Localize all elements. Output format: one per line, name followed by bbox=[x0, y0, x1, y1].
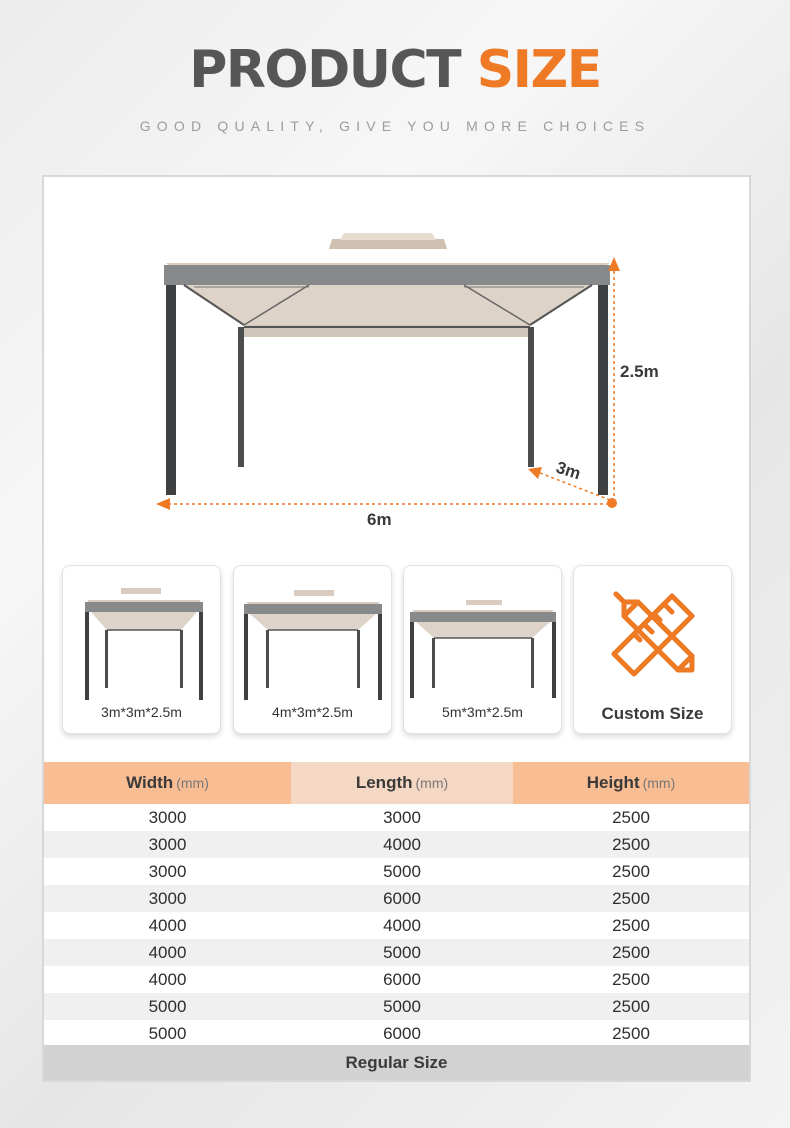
cell-length: 5000 bbox=[383, 996, 421, 1016]
title-size: SIZE bbox=[476, 40, 601, 100]
page-subtitle: GOOD QUALITY, GIVE YOU MORE CHOICES bbox=[139, 118, 651, 134]
size-option-label: 3m*3m*2.5m bbox=[101, 704, 182, 720]
cell-length: 6000 bbox=[383, 888, 421, 908]
cell-length: 5000 bbox=[383, 942, 421, 962]
cell-width: 3000 bbox=[148, 888, 187, 908]
cell-width: 5000 bbox=[148, 1023, 187, 1043]
cell-height: 2500 bbox=[612, 861, 650, 881]
table-row bbox=[44, 885, 749, 912]
table-row bbox=[44, 858, 749, 885]
header-width-label: Width bbox=[126, 773, 174, 792]
header-length-unit: (mm) bbox=[415, 775, 449, 791]
cell-height: 2500 bbox=[612, 834, 650, 854]
header-height-unit: (mm) bbox=[642, 775, 676, 791]
size-option-custom[interactable] bbox=[573, 565, 732, 734]
gazebo-5x3-image bbox=[404, 566, 563, 706]
table-row bbox=[44, 939, 749, 966]
size-option-label: 5m*3m*2.5m bbox=[442, 704, 523, 720]
cell-length: 6000 bbox=[383, 1023, 421, 1043]
ruler-pencil-icon bbox=[574, 566, 733, 706]
cell-width: 5000 bbox=[148, 996, 187, 1016]
table-row bbox=[44, 831, 749, 858]
table-row bbox=[44, 912, 749, 939]
custom-size-label: Custom Size bbox=[601, 704, 704, 723]
header-width bbox=[44, 762, 291, 804]
gazebo-3x3-image bbox=[63, 566, 222, 706]
product-size-card bbox=[42, 175, 751, 1082]
regular-size-footer: Regular Size bbox=[44, 1045, 749, 1080]
gazebo-illustration bbox=[44, 177, 749, 517]
cell-length: 3000 bbox=[383, 807, 421, 827]
cell-length: 4000 bbox=[383, 915, 421, 935]
table-header bbox=[44, 762, 749, 804]
cell-width: 3000 bbox=[148, 861, 187, 881]
cell-height: 2500 bbox=[612, 915, 650, 935]
cell-height: 2500 bbox=[612, 807, 650, 827]
page-title bbox=[0, 40, 790, 100]
title-product: PRODUCT bbox=[189, 40, 461, 100]
cell-height: 2500 bbox=[612, 888, 650, 908]
header-width-unit: (mm) bbox=[176, 775, 209, 791]
cell-height: 2500 bbox=[612, 996, 650, 1016]
table-row bbox=[44, 993, 749, 1020]
cell-width: 3000 bbox=[148, 807, 187, 827]
header-length bbox=[291, 762, 513, 804]
cell-width: 4000 bbox=[148, 915, 187, 935]
cell-width: 4000 bbox=[148, 969, 187, 989]
cell-width: 4000 bbox=[148, 942, 187, 962]
size-option-4x3[interactable] bbox=[233, 565, 392, 734]
cell-length: 4000 bbox=[383, 834, 421, 854]
cell-length: 6000 bbox=[383, 969, 421, 989]
width-dimension-label: 6m bbox=[367, 510, 392, 529]
size-table bbox=[44, 762, 749, 1047]
header-height-label: Height bbox=[586, 773, 640, 792]
cell-width: 3000 bbox=[148, 834, 187, 854]
gazebo-4x3-image bbox=[234, 566, 393, 706]
size-option-5x3[interactable] bbox=[403, 565, 562, 734]
table-row bbox=[44, 804, 749, 831]
height-dimension-label: 2.5m bbox=[620, 362, 659, 381]
depth-dimension-label: 3m bbox=[553, 457, 584, 484]
table-row bbox=[44, 1020, 749, 1047]
table-row bbox=[44, 966, 749, 993]
cell-height: 2500 bbox=[612, 969, 650, 989]
header-height bbox=[513, 762, 749, 804]
size-option-label: 4m*3m*2.5m bbox=[272, 704, 353, 720]
cell-height: 2500 bbox=[612, 1023, 650, 1043]
cell-length: 5000 bbox=[383, 861, 421, 881]
size-option-3x3[interactable] bbox=[62, 565, 221, 734]
cell-height: 2500 bbox=[612, 942, 650, 962]
header-length-label: Length bbox=[355, 773, 413, 792]
